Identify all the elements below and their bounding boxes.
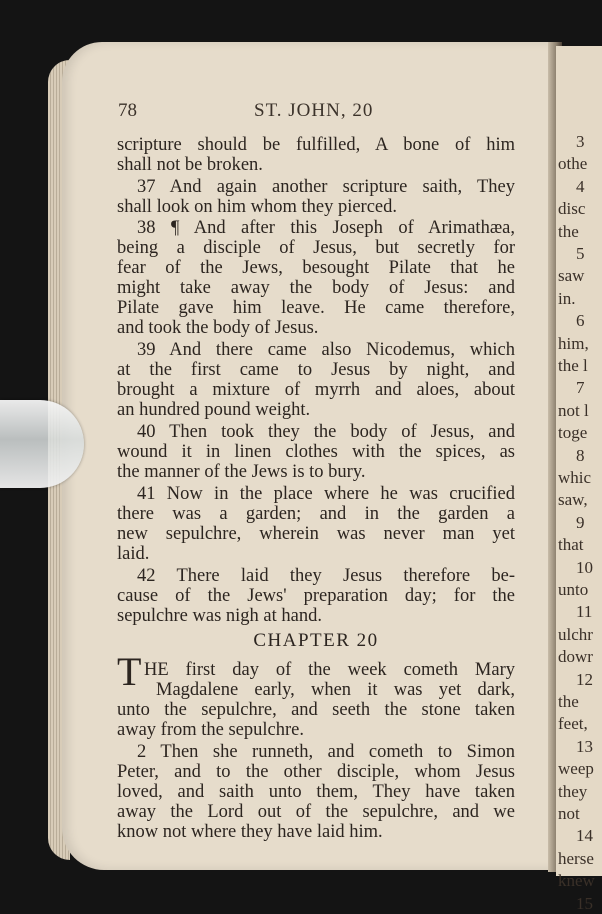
chapter-heading: CHAPTER 20: [253, 630, 379, 651]
next-page-fragment: saw,: [558, 490, 588, 510]
text-line: loved, and saith unto them, They have taken: [117, 782, 515, 802]
text-line: new sepulchre, wherein was never man yet: [117, 524, 515, 544]
next-page-fragment: 7: [576, 378, 585, 398]
next-page-fragment: him,: [558, 333, 589, 353]
next-page-fragment: the: [558, 221, 579, 241]
verse-line: 37 And again another scripture saith, They: [137, 177, 515, 197]
text-line: away from the sepulchre.: [117, 720, 304, 740]
text-line: brought a mixture of myrrh and aloes, about: [117, 380, 515, 400]
text-line: HE first day of the week cometh Mary: [144, 660, 515, 680]
text-line: the manner of the Jews is to bury.: [117, 462, 366, 482]
verse-line: 42 There laid they Jesus therefore be-: [137, 566, 515, 586]
text-line: and took the body of Jesus.: [117, 318, 319, 338]
text-line: laid.: [117, 544, 150, 564]
next-page-fragment: unto: [558, 580, 589, 599]
verse-line: 2 Then she runneth, and cometh to Simon: [137, 742, 515, 762]
next-page-fragment: not l: [558, 400, 589, 420]
verse-line: 41 Now in the place where he was crucified: [137, 484, 515, 504]
text-line: Peter, and to the other disciple, whom Jesus: [117, 762, 515, 782]
next-page-fragment: not: [558, 804, 580, 823]
text-line: wound it in linen clothes with the spices, as: [117, 442, 515, 462]
next-page-fragment: 8: [576, 445, 585, 465]
next-page-fragment: 14: [576, 826, 593, 846]
next-page-fragment: 11: [576, 602, 593, 622]
text-line: Magdalene early, when it was yet dark,: [156, 680, 515, 700]
running-head: ST. JOHN, 20: [254, 100, 374, 121]
text-line: cause of the Jews' preparation day; for the: [117, 586, 515, 606]
next-page-fragment: the: [558, 692, 579, 711]
next-page-fragment: toge: [558, 423, 588, 443]
next-page-fragment: feet,: [558, 714, 588, 734]
next-page-fragment: 15: [576, 893, 593, 913]
verse-line: 39 And there came also Nicodemus, which: [137, 340, 515, 360]
text-line: fear of the Jews, besought Pilate that he: [117, 258, 515, 278]
text-line: at the first came to Jesus by night, and: [117, 360, 515, 380]
verse-line: 38 ¶ And after this Joseph of Arimathæa,: [137, 218, 515, 238]
text-line: shall not be broken.: [117, 155, 263, 175]
verse-line: 40 Then took they the body of Jesus, and: [137, 422, 515, 442]
text-line: an hundred pound weight.: [117, 400, 311, 420]
text-line: scripture should be fulfilled, A bone of him: [117, 135, 515, 155]
next-page-fragment: 6: [576, 311, 585, 331]
next-page-fragment: 10: [576, 557, 593, 577]
next-page-fragment: weep: [558, 759, 594, 779]
text-line: know not where they have laid him.: [117, 822, 383, 842]
text-line: unto the sepulchre, and seeth the stone taken: [117, 700, 515, 720]
next-page-fragment: 3: [576, 132, 585, 151]
next-page-fragment: 12: [576, 669, 593, 689]
next-page-fragment: knew: [558, 871, 595, 891]
next-page-fragment: ulchr: [558, 624, 593, 644]
next-page-fragment: othe: [558, 154, 588, 174]
next-page-fragment: 13: [576, 736, 593, 756]
next-page-fragment: disc: [558, 199, 586, 219]
next-page-fragment: in.: [558, 288, 576, 308]
next-page-fragment: 9: [576, 512, 585, 532]
next-page-fragment: saw: [558, 266, 585, 286]
text-line: sepulchre was nigh at hand.: [117, 606, 322, 626]
text-line: there was a garden; and in the garden a: [117, 504, 515, 524]
drop-cap: T: [117, 649, 142, 694]
next-page-fragment: 4: [576, 176, 585, 196]
text-line: Pilate gave him leave. He came therefore,: [117, 298, 515, 318]
next-page-fragment: the l: [558, 356, 588, 375]
next-page-fragment: herse: [558, 848, 594, 868]
next-page-fragment: dowr: [558, 647, 593, 667]
page-header: [118, 100, 518, 126]
next-page-fragment: whic: [558, 468, 592, 487]
next-page-fragment: 5: [576, 244, 585, 263]
next-page-fragment: that: [558, 535, 584, 555]
page-number: 78: [118, 100, 137, 121]
next-page-fragment: they: [558, 781, 588, 801]
text-line: shall look on him whom they pierced.: [117, 197, 398, 217]
text-line: being a disciple of Jesus, but secretly for: [117, 238, 515, 258]
text-line: away the Lord out of the sepulchre, and we: [117, 802, 515, 822]
text-line: might take away the body of Jesus: and: [117, 278, 515, 298]
